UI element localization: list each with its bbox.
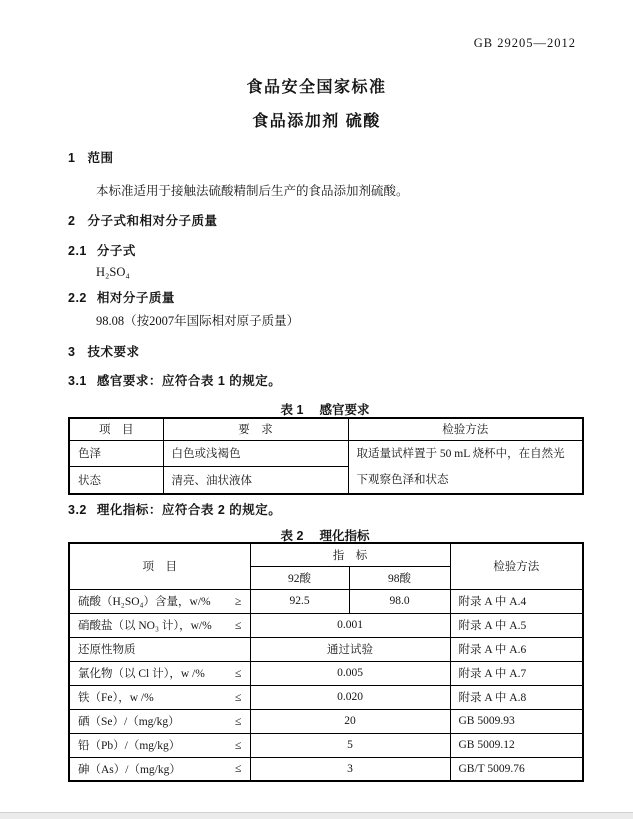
section-title: 范围: [87, 151, 114, 165]
relation-symbol: ≤: [234, 761, 242, 776]
table-row: [69, 709, 583, 733]
section-title: 分子式: [96, 244, 136, 258]
section-number: 2.1: [68, 244, 87, 258]
table-caption-number: 表 2: [280, 529, 304, 543]
section-number: 2: [68, 214, 76, 228]
method-cell: 取适量试样置于 50 mL 烧杯中，在自然光下观察色泽和状态: [348, 440, 583, 494]
item-label: 还原性物质: [78, 644, 136, 656]
section-1-body: 本标准适用于接触法硫酸精制后生产的食品添加剂硫酸。: [96, 184, 409, 198]
column-header-item: 项 目: [69, 543, 250, 589]
relation-symbol: ≤: [234, 713, 242, 728]
item-cell: 状态: [69, 467, 163, 494]
molecular-weight-text: 98.08（按2007年国际相对原子质量）: [96, 314, 300, 328]
method-cell: GB 5009.12: [450, 733, 583, 757]
relation-symbol: ≤: [234, 617, 242, 632]
item-label: 硝酸盐（以 NO₃ 计），w/%: [78, 620, 212, 632]
table-row: [69, 440, 583, 467]
item-label: 砷（As）/（mg/kg）: [78, 763, 181, 776]
standard-number: GB 29205—2012: [473, 36, 576, 50]
item-cell: [69, 637, 250, 661]
table-header-row: [69, 543, 583, 566]
value-92-cell: 92.5: [250, 589, 349, 613]
item-cell: [69, 613, 250, 637]
table-caption-title: 感官要求: [319, 403, 370, 417]
method-cell: 附录 A 中 A.7: [450, 661, 583, 685]
section-title: 技术要求: [87, 345, 140, 359]
table-caption-title: 理化指标: [319, 529, 370, 543]
section-number: 3.1: [68, 374, 87, 388]
value-cell: 0.020: [250, 685, 450, 709]
section-number: 3.2: [68, 503, 87, 517]
item-cell: [69, 661, 250, 685]
requirement-cell: 清亮、油状液体: [163, 467, 348, 494]
table-row: [69, 589, 583, 613]
section-number: 1: [68, 151, 76, 165]
value-cell: 20: [250, 709, 450, 733]
item-label: 硒（Se）/（mg/kg）: [78, 716, 180, 728]
value-cell: 3: [250, 757, 450, 781]
table-row: [69, 733, 583, 757]
value-98-cell: 98.0: [349, 589, 450, 613]
table-row: [69, 613, 583, 637]
sensory-requirements-table: [68, 417, 584, 495]
item-cell: [69, 685, 250, 709]
page-title-line2: 食品添加剂 硫酸: [252, 113, 381, 130]
section-title: 感官要求：应符合表 1 的规定。: [96, 374, 282, 388]
method-cell: 附录 A 中 A.6: [450, 637, 583, 661]
physicochemical-index-table: [68, 542, 584, 782]
table-row: [69, 757, 583, 781]
value-cell: 5: [250, 733, 450, 757]
column-header-item: 项 目: [69, 418, 163, 440]
item-cell: 色泽: [69, 440, 163, 467]
item-cell: [69, 709, 250, 733]
relation-symbol: ≤: [234, 689, 242, 704]
method-cell: 附录 A 中 A.5: [450, 613, 583, 637]
value-cell: 0.001: [250, 613, 450, 637]
table-row: [69, 661, 583, 685]
item-label: 硫酸（H₂SO₄）含量，w/%: [78, 596, 211, 608]
method-cell: GB 5009.93: [450, 709, 583, 733]
value-cell: 通过试验: [250, 637, 450, 661]
table-row: [69, 637, 583, 661]
relation-symbol: ≥: [234, 593, 242, 608]
item-cell: [69, 589, 250, 613]
column-header-requirement: 要 求: [163, 418, 348, 440]
section-number: 2.2: [68, 291, 87, 305]
section-title: 分子式和相对分子质量: [87, 214, 218, 228]
section-3-heading: [68, 342, 139, 360]
table-row: [69, 685, 583, 709]
requirement-cell: 白色或浅褐色: [163, 440, 348, 467]
column-header-98-acid: 98酸: [349, 566, 450, 589]
item-cell: [69, 757, 250, 781]
column-header-92-acid: 92酸: [250, 566, 349, 589]
section-3-2-heading: [68, 500, 281, 518]
table-caption-number: 表 1: [280, 403, 304, 417]
section-1-heading: [68, 148, 113, 166]
section-title: 相对分子质量: [96, 291, 175, 305]
section-2-1-heading: [68, 241, 136, 259]
method-cell: GB/T 5009.76: [450, 757, 583, 781]
section-number: 3: [68, 345, 76, 359]
method-cell: 附录 A 中 A.8: [450, 685, 583, 709]
item-cell: [69, 733, 250, 757]
table-1-caption: [68, 400, 582, 418]
section-2-2-heading: [68, 288, 175, 306]
column-header-index: 指 标: [250, 543, 450, 566]
column-header-method: 检验方法: [450, 543, 583, 589]
relation-symbol: ≤: [234, 737, 242, 752]
section-3-1-heading: [68, 371, 281, 389]
page-title-line1: 食品安全国家标准: [246, 79, 387, 96]
column-header-method: 检验方法: [348, 418, 583, 440]
method-cell: 附录 A 中 A.4: [450, 589, 583, 613]
section-title: 理化指标：应符合表 2 的规定。: [96, 503, 282, 517]
scan-page-edge: [0, 812, 633, 819]
value-cell: 0.005: [250, 661, 450, 685]
relation-symbol: ≤: [234, 665, 242, 680]
section-2-heading: [68, 211, 217, 229]
item-label: 铅（Pb）/（mg/kg）: [78, 740, 181, 752]
item-label: 氯化物（以 Cl 计），w /%: [78, 668, 205, 680]
table-header-row: [69, 418, 583, 440]
molecular-formula: H₂SO₄: [96, 265, 130, 279]
item-label: 铁（Fe），w /%: [78, 692, 154, 704]
